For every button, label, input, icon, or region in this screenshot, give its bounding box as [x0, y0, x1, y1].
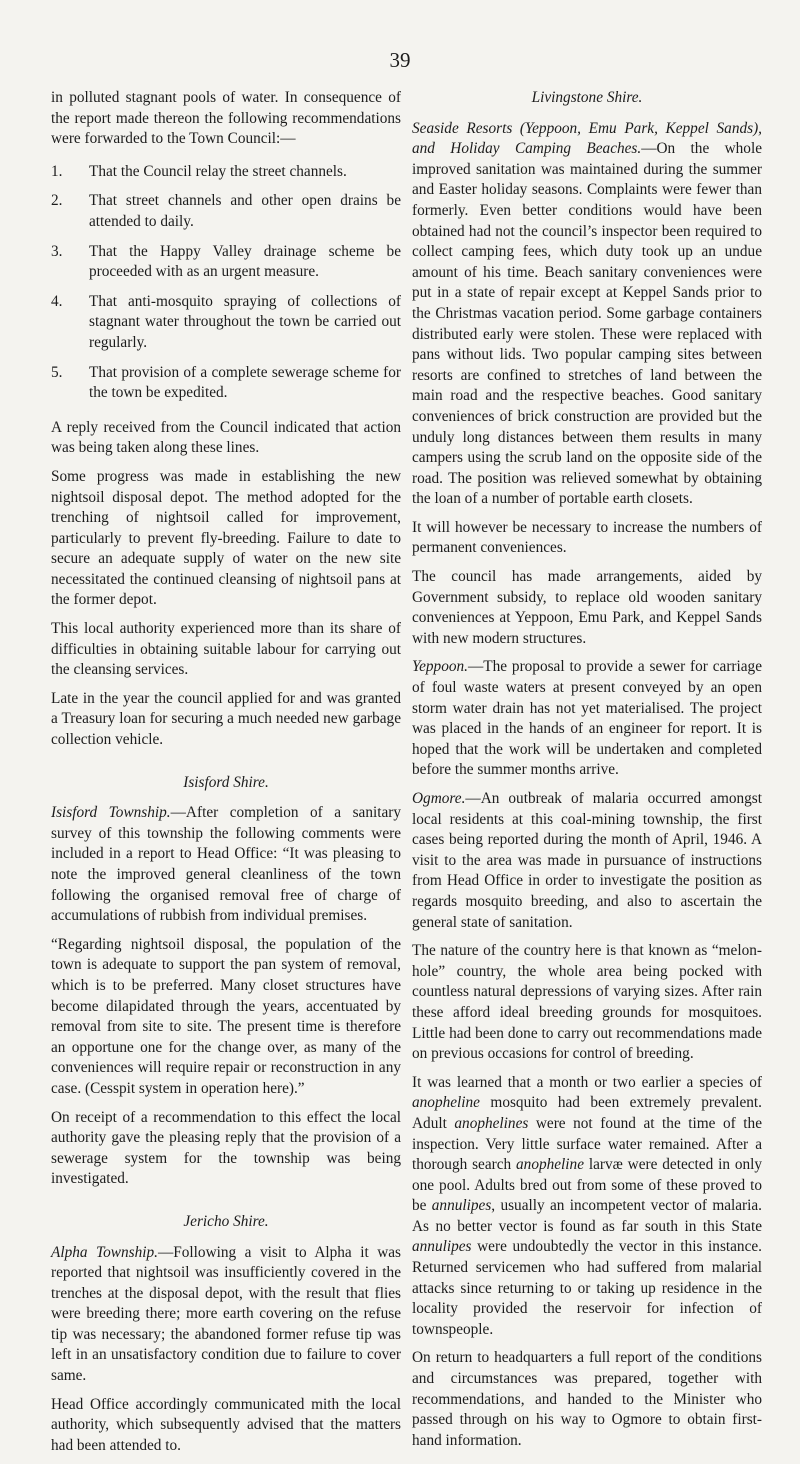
reply-paragraph: A reply received from the Council indicated that action was being taken along these lines. — [51, 418, 401, 457]
ogmore-text-3c: were not found at the time of the inspection. Very little surface water remained. After a thorough search — [412, 1114, 762, 1174]
recommendations-list — [51, 162, 401, 404]
loan-paragraph: Late in the year the council applied for and was granted a Treasury loan for securing a much needed new garbage collection vehicle. — [51, 689, 401, 749]
ogmore-lead: Ogmore. — [412, 790, 466, 807]
intro-paragraph: in polluted stagnant pools of water. In consequence of the report made thereon the following recommendations were forwarded to the Town Council:— — [51, 89, 401, 148]
recommendation-number: 4. — [51, 292, 63, 310]
recommendation-text: That provision of a complete sewerage scheme for the town be expedited. — [89, 363, 401, 402]
isisford-lead: Isisford Township. — [51, 804, 171, 822]
jericho-lead: Alpha Township. — [51, 1243, 158, 1261]
species-term: anophelines — [454, 1114, 529, 1132]
page-number: 39 — [389, 48, 411, 72]
yeppoon-text: —The proposal to provide a sewer for carriage of foul waste waters at present conveyed by an open storm water drain has not yet materialised. The project was placed in the hands of an engineer for report. It is hoped that the work will be undertaken and completed before the summer months arrive. — [412, 658, 762, 779]
recommendation-item — [51, 242, 401, 283]
recommendation-number: 3. — [51, 242, 63, 260]
isisford-paragraph-3: On receipt of a recommendation to this effect the local authority gave the pleasing reply that the provision of a sewerage system for the township was being investigated. — [51, 1108, 401, 1188]
species-term: anopheline — [412, 1094, 480, 1112]
isisford-paragraph-1 — [51, 803, 401, 927]
ogmore-text-3e: , usually an incompetent vector of malaria. As no better vector is found as far south in this State — [412, 1197, 763, 1235]
recommendation-number: 1. — [51, 162, 63, 180]
ogmore-text-1: —An outbreak of malaria occurred amongst local residents at this coal-mining township, the first cases being reported during the month of April, 1946. A visit to the area was made in pursuance of instructions from Head Office in order to investigate the position as regards mosquito breeding, and also to ascertain the general state of sanitation. — [412, 790, 762, 931]
yeppoon-paragraph — [412, 657, 762, 781]
ogmore-text-3f: were undoubtedly the vector in this instance. Returned servicemen who had suffered from malarial attacks since returning to or taking up residence in the locality provided the reservoir for infection of townspeople. — [412, 1238, 762, 1338]
seaside-lead: Seaside Resorts (Yeppoon, Emu Park, Keppel Sands), and Holiday Camping Beaches. — [412, 119, 762, 158]
recommendation-item — [51, 363, 401, 404]
ogmore-text-3d: larvæ were detected in only one pool. Adults bred out from some of these proved to be — [412, 1156, 763, 1215]
right-column — [412, 88, 762, 1459]
seaside-paragraph-1 — [412, 119, 762, 510]
jericho-text-1: —Following a visit to Alpha it was reported that nightsoil was insufficiently covered in the trenches at the disposal depot, with the result that flies were breeding there; more earth covering on the refuse tip was necessary; the abandoned former refuse tip was left in an unsatisfactory condition due to failure to cover same. — [51, 1243, 401, 1385]
ogmore-paragraph-2: The nature of the country here is that known as “melon-hole” country, the whole area being pocked with countless natural depressions of varying sizes. After rain these afford ideal breeding grounds for mosquitoes. Little had been done to carry out recommendations made on previous occasions for control of breeding. — [412, 942, 762, 1063]
progress-paragraph: Some progress was made in establishing the new nightsoil disposal depot. The method adopted for the trenching of nightsoil called for improvement, particularly to prevent fly-breeding. Failure to date to secure an adequate supply of water on the new site necessitated the continued cleansing of nightsoil pans at the former depot. — [51, 467, 401, 609]
labour-paragraph: This local authority experienced more than its share of difficulties in obtaining suitable labour for carrying out the cleansing services. — [51, 620, 401, 679]
recommendation-item — [51, 292, 401, 354]
jericho-paragraph-1 — [51, 1243, 401, 1387]
seaside-paragraph-3: The council has made arrangements, aided by Government subsidy, to replace old wooden sanitary conveniences at Yeppoon, Emu Park, and Keppel Sands with new modern structures. — [412, 568, 762, 647]
recommendation-text: That the Council relay the street channels. — [89, 162, 347, 180]
recommendation-item — [51, 191, 401, 232]
ogmore-text-3b: mosquito had been extremely prevalent. Adult — [412, 1094, 762, 1132]
isisford-paragraph-2: “Regarding nightsoil disposal, the population of the town is adequate to support the pan system of removal, which is to be preferred. Many closet structures have become dilapidated through the years, accentuated by removal from site to site. The present time is therefore an opportune one for the change over, as many of the conveniences will require repair or reconstruction in any case. (Cesspit system in operation here).” — [51, 935, 401, 1097]
ogmore-paragraph-3 — [412, 1073, 762, 1341]
species-term: annulipes — [412, 1238, 472, 1256]
section-heading-isisford: Isisford Shire. — [183, 773, 269, 791]
recommendation-text: That the Happy Valley drainage scheme be proceeded with as an urgent measure. — [89, 242, 401, 281]
recommendation-number: 2. — [51, 192, 63, 210]
section-heading-jericho: Jericho Shire. — [183, 1212, 269, 1230]
recommendation-number: 5. — [51, 363, 63, 381]
ogmore-text-3a: It was learned that a month or two earlier a species of — [412, 1073, 762, 1091]
section-heading-livingstone: Livingstone Shire. — [531, 89, 643, 106]
isisford-text-1: —After completion of a sanitary survey of this township the following comments were included in a report to Head Office: “It was pleasing to note the improved general cleanliness of the town following the organised removal free of charge of accumulations of rubbish from individual premises. — [51, 804, 401, 925]
species-term: annulipes — [431, 1197, 492, 1215]
seaside-text-1: —On the whole improved sanitation was maintained during the summer and Easter holiday seasons. Complaints were fewer than formerly. Even better conditions would have been obtained had not the council’s inspector been required to collect camping fees, which duty took up an undue amount of his time. Beach sanitary conveniences were put in a state of repair except at Keppel Sands prior to the Christmas vacation period. Some garbage containers distributed early were stolen. These were replaced with pans without lids. Two popular camping sites between resorts are confined to stretches of land between the main road and the respective beaches. Good sanitary conveniences of brick construction are provided but the unduly long distances between them results in many campers using the scrub land on the opposite side of the road. The position was relieved somewhat by obtaining the loan of a number of portable earth closets. — [412, 140, 762, 508]
ogmore-paragraph-4: On return to headquarters a full report of the conditions and circumstances was prepared, together with recommendations, and handed to the Minister who passed through on his way to Ogmore to obtain first-hand information. — [412, 1349, 762, 1449]
species-term: anopheline — [516, 1156, 584, 1174]
recommendation-text: That anti-mosquito spraying of collections of stagnant water throughout the town be carried out regularly. — [89, 292, 401, 351]
yeppoon-lead: Yeppoon. — [412, 658, 468, 676]
recommendation-text: That street channels and other open drains be attended to daily. — [89, 192, 401, 230]
ogmore-paragraph-1 — [412, 789, 762, 933]
jericho-paragraph-2: Head Office accordingly communicated mith the local authority, which subsequently advised that the matters had been attended to. — [51, 1395, 401, 1454]
left-column — [51, 88, 401, 1464]
recommendation-item — [51, 162, 401, 183]
seaside-paragraph-2: It will however be necessary to increase the numbers of permanent conveniences. — [412, 518, 762, 557]
